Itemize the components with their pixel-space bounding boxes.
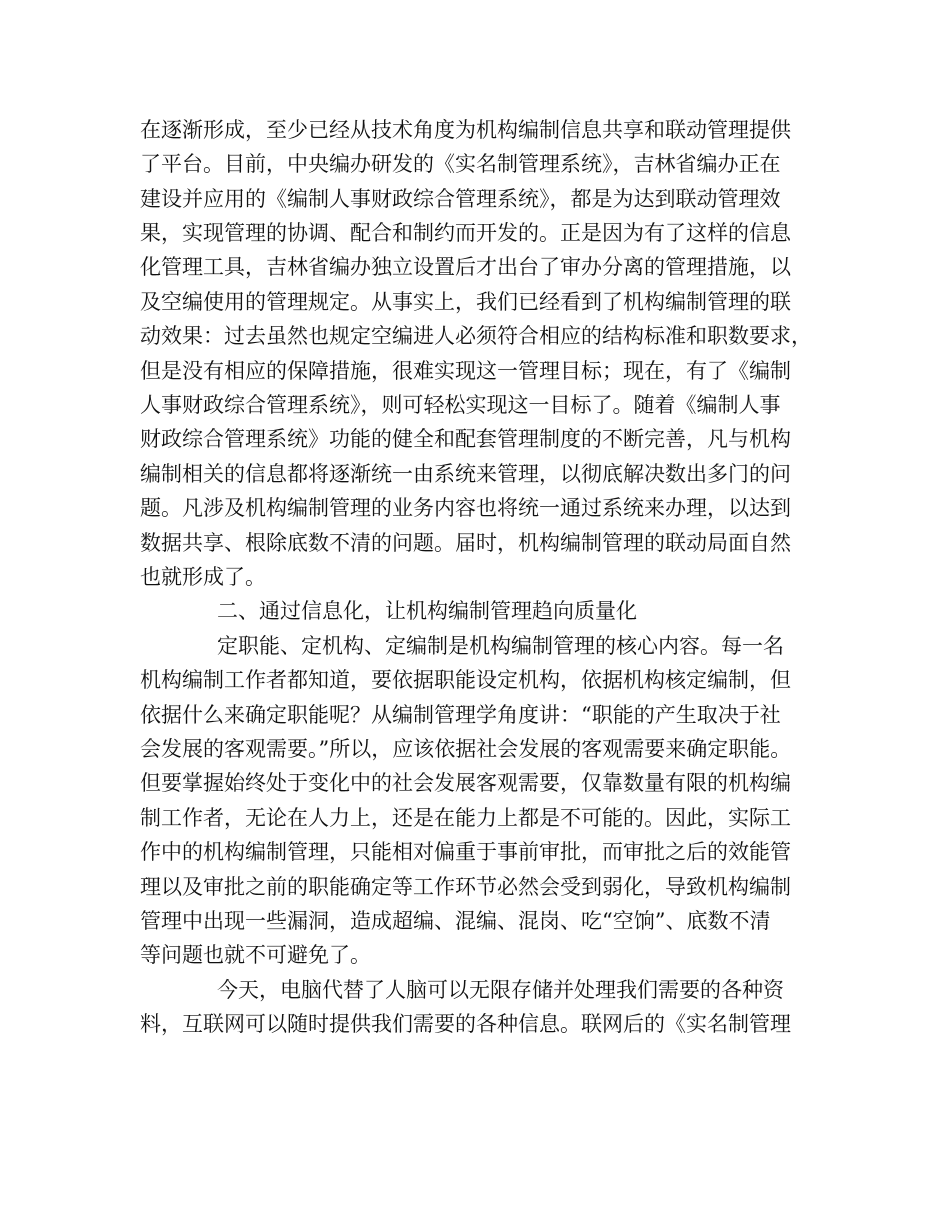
text-line: 今天，电脑代替了人脑可以无限存储并处理我们需要的各种资 xyxy=(217,978,784,1002)
text-line: 动效果：过去虽然也规定空编进人必须符合相应的结构标准和职数要求， xyxy=(140,324,812,348)
text-line: 会发展的客观需要。”所以，应该依据社会发展的客观需要来确定职能。 xyxy=(140,737,792,761)
text-line: 数据共享、根除底数不清的问题。届时，机构编制管理的联动局面自然 xyxy=(140,531,791,555)
text-line: 管理中出现一些漏洞，造成超编、混编、混岗、吃“空饷”、底数不清 xyxy=(140,909,771,933)
text-line: 但是没有相应的保障措施，很难实现这一管理目标；现在，有了《编制 xyxy=(140,359,791,383)
text-line: 制工作者，无论在人力上，还是在能力上都是不可能的。因此，实际工 xyxy=(140,806,791,830)
section-heading: 二、通过信息化，让机构编制管理趋向质量化 xyxy=(217,599,637,623)
text-line: 但要掌握始终处于变化中的社会发展客观需要，仅靠数量有限的机构编 xyxy=(140,771,791,795)
text-line: 等问题也就不可避免了。 xyxy=(140,943,371,967)
text-line: 在逐渐形成，至少已经从技术角度为机构编制信息共享和联动管理提供 xyxy=(140,118,791,142)
text-line: 定职能、定机构、定编制是机构编制管理的核心内容。每一名 xyxy=(217,634,784,658)
text-line: 财政综合管理系统》功能的健全和配套管理制度的不断完善，凡与机构 xyxy=(140,427,791,451)
text-line: 及空编使用的管理规定。从事实上，我们已经看到了机构编制管理的联 xyxy=(140,290,791,314)
text-line: 化管理工具，吉林省编办独立设置后才出台了审办分离的管理措施，以 xyxy=(140,255,791,279)
text-line: 机构编制工作者都知道，要依据职能设定机构，依据机构核定编制，但 xyxy=(140,668,791,692)
text-line: 建设并应用的《编制人事财政综合管理系统》，都是为达到联动管理效 xyxy=(140,187,781,211)
text-line: 人事财政综合管理系统》，则可轻松实现这一目标了。随着《编制人事 xyxy=(140,393,781,417)
text-line: 依据什么来确定职能呢？从编制管理学角度讲：“职能的产生取决于社 xyxy=(140,703,781,727)
text-line: 理以及审批之前的职能确定等工作环节必然会受到弱化，导致机构编制 xyxy=(140,875,791,899)
text-line: 料，互联网可以随时提供我们需要的各种信息。联网后的《实名制管理 xyxy=(140,1012,791,1036)
text-line: 编制相关的信息都将逐渐统一由系统来管理，以彻底解决数出多门的问 xyxy=(140,462,791,486)
text-line: 果，实现管理的协调、配合和制约而开发的。正是因为有了这样的信息 xyxy=(140,221,791,245)
text-line: 了平台。目前，中央编办研发的《实名制管理系统》，吉林省编办正在 xyxy=(140,152,781,176)
text-line: 题。凡涉及机构编制管理的业务内容也将统一通过系统来办理，以达到 xyxy=(140,496,791,520)
text-line: 作中的机构编制管理，只能相对偏重于事前审批，而审批之后的效能管 xyxy=(140,840,791,864)
text-line: 也就形成了。 xyxy=(140,565,266,589)
